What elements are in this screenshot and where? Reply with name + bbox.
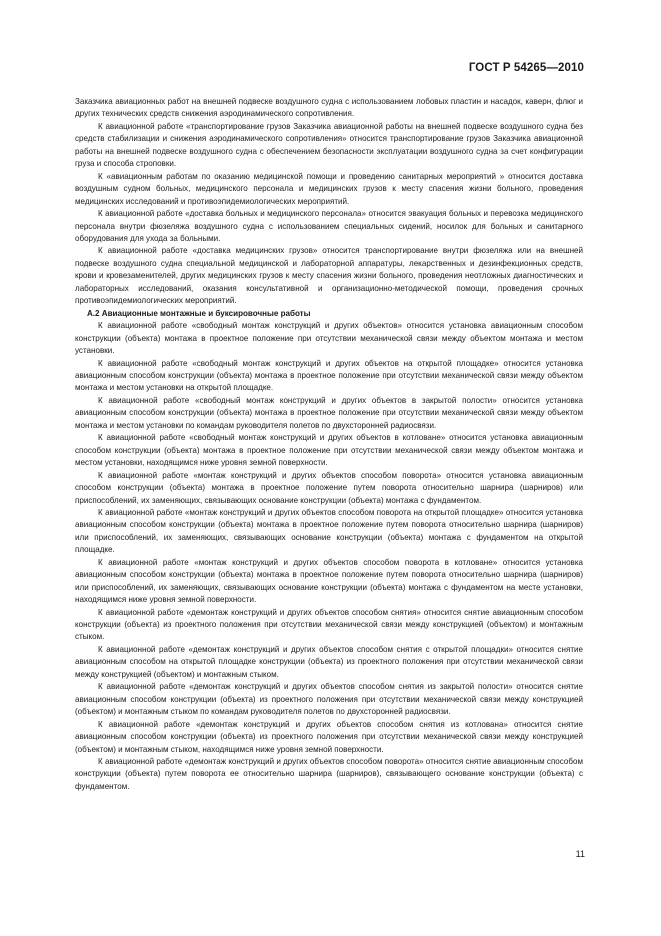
paragraph: К авиационной работе «демонтаж конструкций и других объектов способом поворота» относится снятие авиационным способом конструкции (объекта) путем поворота ее относительно шарнира (шарниров), связывающего основание конструкции (объекта) с фундаментом. xyxy=(75,757,583,791)
document-body xyxy=(75,96,583,793)
paragraph: К авиационной работе «доставка больных и медицинского персонала» относится эвакуация больных и перевозка медицинского персонала внутри фюзеляжа воздушного судна с использованием специальных сидений, носилок для больных и санитарного оборудования для ухода за больными. xyxy=(75,209,583,243)
paragraph: К авиационной работе «монтаж конструкций и других объектов способом поворота на открытой площадке» относится установка авиационным способом конструкции (объекта) монтажа в проектное положение путем поворота относительно шарнира (шарниров) или приспособлений, их заменяющих, связывающих основание конструкции (объекта) монтажа с фундаментом на открытой площадке. xyxy=(75,507,583,555)
paragraph: К авиационной работе «свободный монтаж конструкций и других объектов» относится установка авиационным способом конструкции (объекта) монтажа в проектное положение при отсутствии механической связи между объектом монтажа и местом установки. xyxy=(75,321,583,356)
paragraph: К авиационной работе «демонтаж конструкций и других объектов способом снятия из котлована» относится снятие авиационным способом конструкции (объекта) из проектного положения при отсутствии механической связи между конструкцией (объектом) и монтажным стыком, находящимся ниже уровня земной поверхности. xyxy=(75,719,583,754)
document-header: ГОСТ Р 54265—2010 xyxy=(468,62,584,74)
paragraph: К авиационной работе «демонтаж конструкций и других объектов способом снятия» относится снятие авиационным способом конструкции (объекта) из проектного положения при отсутствии механической связи между конструкцией (объектом) и монтажным стыком. xyxy=(75,607,583,642)
paragraph: Заказчика авиационных работ на внешней подвеске воздушного судна с использованием лобовых пластин и насадок, каверн, флюг и других технических средств снижения аэродинамического сопротивления. xyxy=(75,97,583,119)
paragraph: К авиационной работе «демонтаж конструкций и других объектов способом снятия с открытой площадки» относится снятие авиационным способом на открытой площадке конструкции (объекта) из проектного положения при отсутствии механической связи между конструкцией (объектом) и монтажным стыком. xyxy=(75,644,583,679)
section-heading: А.2 Авиационные монтажные и буксировочные работы xyxy=(87,308,311,318)
paragraph: К авиационной работе «доставка медицинских грузов» относится транспортирование внутри фюзеляжа или на внешней подвеске воздушного судна специальной медицинской и лабораторной аппаратуры, лекарственных и дезинфекционных средств, крови и кровезаменителей, других медицинских грузов к месту спасения жизни больного, проведения неотложных диагностических и лабораторных исследований, оказания консультативной и организационно-методической помощи, проведения срочных противоэпидемиологических мероприятий. xyxy=(75,246,583,306)
paragraph: К авиационной работе «свободный монтаж конструкций и других объектов в закрытой полости» относится установка авиационным способом конструкции (объекта) монтажа в проектное положение при отсутствии механической связи между объектом монтажа и местом установки по командам руководителя полетов по двухсторонней радиосвязи. xyxy=(75,395,583,430)
paragraph: К авиационной работе «демонтаж конструкций и других объектов способом снятия из закрытой полости» относится снятие авиационным способом конструкции (объекта) из проектного положения при отсутствии механической связи между конструкцией (объектом) и монтажным стыком по командам руководителя полетов по двухсторонней радиосвязи. xyxy=(75,682,583,717)
paragraph: К авиационной работе «монтаж конструкций и других объектов способом поворота» относится установка авиационным способом конструкции (объекта) монтажа в проектное положение путем поворота относительно шарнира (шарниров) или приспособлений, их заменяющих, связывающих основание конструкции (объекта) монтажа с фундаментом. xyxy=(75,470,583,505)
paragraph: К авиационной работе «монтаж конструкций и других объектов способом поворота в котловане» относится установка авиационным способом конструкции (объекта) монтажа в проектное положение путем поворота относительно шарнира (шарниров) или приспособлений, их заменяющих, связывающих основание конструкции (объекта) монтажа с фундаментом на месте установки, находящимся ниже уровня земной поверхности. xyxy=(75,557,583,605)
paragraph: К авиационной работе «свободный монтаж конструкций и других объектов на открытой площадке» относится установка авиационным способом конструкции (объекта) монтажа в проектное положение при отсутствии механической связи между объектом монтажа и местом установки на открытой площадке. xyxy=(75,358,583,393)
paragraph: К авиационной работе «транспортирование грузов Заказчика авиационной работы на внешней подвеске воздушного судна без средств стабилизации и снижения аэродинамического сопротивления» относится транспортирование грузов Заказчика авиационной работы на внешней подвеске воздушного судна с обеспечением безопасности эксплуатации воздушного судна за счет конфигурации груза и способа строповки. xyxy=(75,121,583,169)
paragraph: К «авиационным работам по оказанию медицинской помощи и проведению санитарных мероприятий » относится доставка воздушным судном больных, медицинского персонала и медицинских грузов к месту спасения жизни больного, проведения медицинских исследований и противоэпидемиологических мероприятий. xyxy=(75,171,583,206)
paragraph: К авиационной работе «свободный монтаж конструкций и других объектов в котловане» относится установка авиационным способом конструкции (объекта) монтажа в проектное положение при отсутствии механической связи между объектом монтажа и местом установки, находящимся ниже уровня земной поверхности. xyxy=(75,433,583,468)
page-number: 11 xyxy=(575,849,585,859)
